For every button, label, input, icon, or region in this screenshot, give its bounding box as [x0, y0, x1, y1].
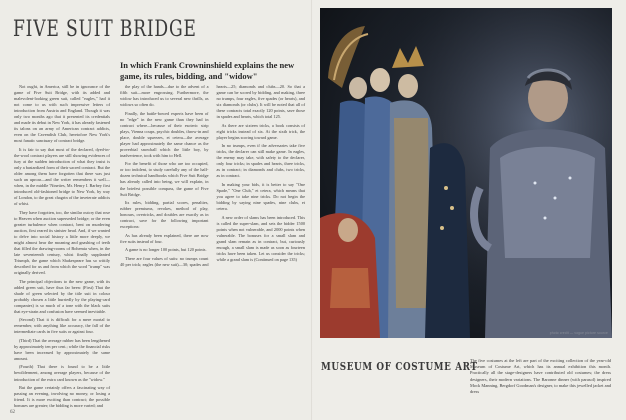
paragraph: In no trumps, even if the adversaries take five tricks, the declarer can still make game. In eagles, the enemy may take, with safety to the declarer, only four tricks; in spades and hearts, three tricks, as in contract; in diamonds and clubs, two tricks, as in contract.	[216, 143, 305, 179]
paragraph: But the game certainly offers a fascinating way of passing an evening, involving no money, or losing a friend. It is more exciting than contract; the possible bonuses are greater; the bidding is more varied; and	[14, 384, 110, 409]
page-number: 62	[10, 410, 15, 415]
costume-photograph	[320, 8, 612, 338]
paragraph: Not ought, in America, still be in ignorance of the game of Five Suit Bridge, with its added and malevolent-looking green suit, called "eagles," had it not come to us with such impressive letters of introduction from Austria and England. Though it was only two months ago that it presented its credentials and made its debut in New York, it has already fastened its talons on an army of American contract addicts, even on the Cavendish Club, heretofore New York's most fanatic sanctuary of contract bridge.	[14, 84, 110, 144]
paragraph: (Third) That the average rubber has been lengthened by approximately ten per cent.; while the financial risks have been increased by approximately the same amount.	[14, 337, 110, 361]
paragraph: (Second) That it is difficult for a mere mortal to remember, with anything like accuracy, the fall of the intermediate cards in five suits or against four.	[14, 317, 110, 335]
paragraph: As there are sixteen tricks, a book consists of eight tricks instead of six. At the sixth trick, the player begins scoring toward game.	[216, 122, 305, 140]
article-column-1	[14, 84, 110, 412]
paragraph: A game is no longer 100 points, but 120 points.	[125, 247, 207, 253]
paragraph: In making your bids, it is better to say "One Spade," "One Club," et cetera, which means that you agree to take nine tricks. Do not begin the bidding by saying nine spades, nine clubs, et cetera.	[216, 181, 305, 212]
paragraph: (Fourth) That there is found to be a little bewilderment, among average players, because of the introduction of the extra card known as the "widow."	[14, 364, 110, 382]
paragraph: For the benefit of those who are too occupied, or too indolent, to study carefully any of the half-dozen technical handbooks which Five Suit Bridge has already called into being, we will explain, in the briefest possible compass, the game of Five Suit Bridge.	[120, 161, 209, 197]
museum-title: MUSEUM OF COSTUME ART	[321, 360, 478, 373]
costume-mannequins-illustration	[320, 8, 612, 338]
paragraph: Finally, the battle-bowed experts have been of no "edge" in the new game than they had in contract where—because of their esoteric strip plays, Vienna coups, psychic doubles, throw-in and place, double squeezes, et cetera—the average player had approximately the same chance as the proverbial snowball which the little boy, by inadvertence, took with him to Hell.	[120, 110, 209, 158]
paragraph: A new order of slams has been introduced. This is called the super-slam, and sets the bidder 1500 points when not vulnerable, and 2000 points when vulnerable. The bonuses for a small slam and grand slam remain as in contract, but, curiously enough, a small slam is made as soon as fourteen tricks have been taken. Let us consider the tricks; while a grand slam is (Continued on page 135)	[216, 214, 305, 262]
paragraph: The principal objections to the new game, with its added green suit, have thus far been: (First) That the shade of green selected by the title suit in colour probably chosen a little hurriedly by the playing-card companies) is so much of a tone with the black suits that eye-strain and confusion have seemed inevitable.	[14, 278, 110, 314]
article-column-2	[120, 84, 305, 268]
paragraph: Its rules, bidding, partial scores, penalties, rubber premiums, revokes, method of play, honours, overtricks, and doubles are exactly as in contract, save for the following important exceptions:	[120, 200, 209, 230]
paragraph: As has already been explained, there are now five suits instead of four.	[120, 232, 209, 244]
paragraph: They have forgotten, too, the similar outcry that rose to Heaven when auction superseded bridge; or the even greater turbulence when contract, bent on murdering auction, first reared its sinister head. And, if we wanted to delve into social history a little more deeply, we might almost hear the moaning and gnashing of teeth that filled the drawing-rooms of Bohemia when, in the late seventeenth century, whist finally supplanted Triumph, the game which Shakespeare has so wittily described for us and from which the word "trump" was originally derived.	[14, 209, 110, 276]
article-headline: FIVE SUIT BRIDGE	[13, 17, 197, 42]
paragraph: the play of the hands—due to the advent of a fifth suit—more engrossing. Furthermore, the widow has introduced us to several new thrills, as widows so often do.	[120, 84, 209, 108]
photo-credit: photo credit — vogue picture source	[549, 331, 608, 335]
paragraph: It is fair to say that most of the declared, dyed-in-the-wool contract players are still showing evidences of fury at the sudden introduction of what they insist is only a bastardized form of their sacred contract. But the older among them have forgotten that there was just such an uproar—and the writer remembers it well—when, in the middle 'Nineties, Mr. Henry I. Barbey first introduced old-fashioned bridge to New York, by way of London, to the great chagrin of the inveterate addicts of whist.	[14, 146, 110, 207]
photo-caption: The five costumes at the left are part of the exciting collection of the year-old Museum of Costume Art, which has its annual exhibition this month. Practically all the stage-designers have contributed old costumes; the dress designers, their modern variations. The Baronne dinner (with parasol) inspired Mock Manning, Bergdorf Goodman's designer, to make this jewelled jacket and dress	[470, 358, 611, 395]
article-deck: In which Frank Crowninshield explains the new game, its rules, bidding, and "widow"	[120, 60, 295, 81]
paragraph: There are four values of suits: no trumps count 40 per trick; eagles (the new suit)—30; spades and hearts—25; diamonds and clubs—20. So that a game can be scored by bidding, and making, three no trumps, four eagles, five spades (or hearts), and six diamonds (or clubs). It will be noted that all of these contracts total exactly 120 points, save those in spades and hearts, which total 125.	[120, 84, 305, 267]
